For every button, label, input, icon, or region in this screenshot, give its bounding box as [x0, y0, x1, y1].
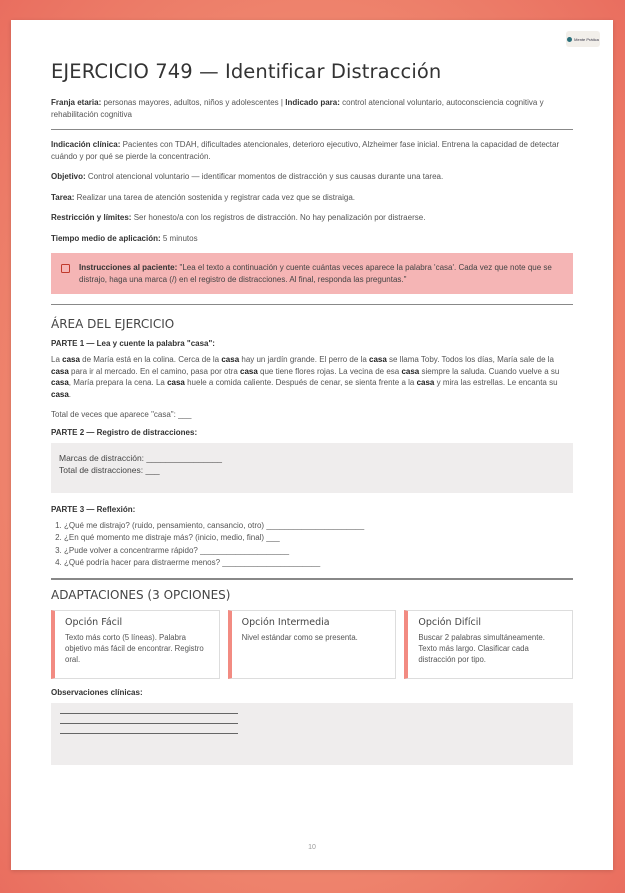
clinica-value: Pacientes con TDAH, dificultades atencionales, deterioro ejecutivo, Alzheimer fase inicial. Entrena la capacidad de detectar cuándo y por qué se pierde la concentración.: [51, 140, 560, 161]
logo-mark-icon: [567, 37, 572, 42]
section-title-area: ÁREA DEL EJERCICIO: [51, 317, 175, 331]
target-word: casa: [369, 355, 387, 364]
observations-title: Observaciones clínicas:: [51, 687, 143, 697]
target-word: casa: [167, 378, 185, 387]
writing-line: [60, 733, 238, 743]
reflection-question: 1. ¿Qué me distrajo? (ruido, pensamiento, cansancio, otro) ______________________: [64, 520, 573, 533]
writing-line: [60, 713, 238, 723]
section-title-adaptations: ADAPTACIONES (3 OPCIONES): [51, 587, 231, 602]
meta-tarea: [51, 192, 573, 204]
story-text: para ir al mercado. En el camino, pasa por otra: [68, 366, 240, 376]
instructions-text: "Lea el texto a continuación y cuente cuántas veces aparece la palabra 'casa'. Cada vez que note que se distrajo, haga una marca (/) en el registro de distracciones. Al final, responda las preguntas.": [79, 263, 552, 284]
instructions-label: Instrucciones al paciente:: [79, 263, 178, 272]
objetivo-label: Objetivo:: [51, 172, 86, 181]
adaptation-card-intermediate: [228, 610, 397, 679]
casa-total-line: Total de veces que aparece "casa": ___: [51, 410, 192, 419]
adaptation-card-difficult: [404, 610, 573, 679]
adaptation-card-easy: [51, 610, 220, 679]
distraction-total-line: Total de distracciones: ___: [59, 464, 160, 475]
page-content: [51, 58, 573, 765]
worksheet-page: [11, 20, 613, 870]
target-word: casa: [51, 378, 69, 387]
divider: [51, 304, 573, 305]
part2-title: PARTE 2 — Registro de distracciones:: [51, 427, 198, 437]
target-word: casa: [51, 389, 69, 399]
part1-title: PARTE 1 — Lea y cuente la palabra "casa":: [51, 339, 215, 348]
target-word: casa: [62, 355, 80, 364]
part3-title: PARTE 3 — Reflexión:: [51, 504, 136, 514]
franja-label: Franja etaria:: [51, 98, 102, 107]
tiempo-value: 5 minutos: [160, 233, 198, 243]
reflection-question: 4. ¿Qué podría hacer para distraerme menos? ______________________: [64, 557, 573, 570]
patient-instructions: [51, 253, 573, 294]
restriccion-label: Restricción y límites:: [51, 213, 132, 222]
adaptation-cards: [51, 610, 573, 679]
section-divider: [51, 578, 573, 580]
page-title: EJERCICIO 749 — Identificar Distracción: [51, 60, 442, 83]
story-text: hay un jardín grande. El perro de la: [239, 355, 369, 364]
card-description: Buscar 2 palabras simultáneamente. Texto más largo. Clasificar cada distracción por tipo.: [418, 632, 545, 664]
exercise-meta: [51, 97, 573, 244]
logo-text: Mente Prática: [574, 36, 599, 42]
tarea-value: Realizar una tarea de atención sostenida y registrar cada vez que se distraiga.: [74, 192, 356, 202]
reflection-questions: [51, 520, 573, 570]
story-text: .: [68, 389, 72, 399]
card-description: Nivel estándar como se presenta.: [241, 632, 358, 642]
meta-restriccion: [51, 212, 573, 224]
card-title: Opción Difícil: [418, 616, 482, 628]
story-text: se llama Toby. Todos los días, María sale de la: [386, 355, 554, 364]
divider: [51, 129, 573, 130]
story-text: siempre la saluda. Cuando vuelve a su: [419, 366, 560, 376]
card-description: Texto más corto (5 líneas). Palabra objetivo más fácil de encontrar. Registro oral.: [65, 632, 204, 664]
target-word: casa: [416, 378, 435, 387]
brand-logo: [566, 31, 600, 47]
observations-box[interactable]: [51, 703, 573, 765]
story-text: La: [51, 355, 63, 364]
card-title: Opción Intermedia: [241, 616, 330, 628]
note-icon: [61, 264, 70, 273]
objetivo-value: Control atencional voluntario — identificar momentos de distracción y sus causas durante una tarea.: [85, 172, 444, 181]
target-word: casa: [240, 366, 258, 376]
target-word: casa: [51, 366, 69, 376]
story-text: que tiene flores rojas. La vecina de esa: [257, 366, 402, 376]
tarea-label: Tarea:: [51, 192, 75, 202]
meta-tiempo: [51, 233, 573, 245]
distraction-marks-line: Marcas de distracción: ________________: [59, 452, 223, 463]
distraction-log-box[interactable]: [51, 443, 573, 493]
story-text: y mira las estrellas. Le encanta su: [434, 378, 558, 387]
story-text: de María está en la colina. Cerca de la: [79, 355, 222, 364]
indicado-label: Indicado para:: [285, 98, 340, 107]
meta-objetivo: [51, 171, 573, 183]
reflection-question: 2. ¿En qué momento me distraje más? (inicio, medio, final) ___: [64, 532, 573, 545]
story-text: , María prepara la cena. La: [68, 378, 168, 387]
writing-line: [60, 723, 238, 733]
page-number: 10: [308, 844, 316, 851]
reflection-question: 3. ¿Pude volver a concentrarme rápido? ____________________: [64, 545, 573, 558]
meta-franja: [51, 97, 573, 120]
target-word: casa: [221, 355, 240, 364]
target-word: casa: [401, 366, 420, 376]
franja-value: personas mayores, adultos, niños y adolescentes |: [101, 98, 286, 107]
clinica-label: Indicación clínica:: [51, 140, 121, 149]
card-title: Opción Fácil: [65, 616, 123, 628]
story-text: huele a comida caliente. Después de cenar, se sienta frente a la: [184, 378, 417, 387]
restriccion-value: Ser honesto/a con los registros de distracción. No hay penalización por distraerse.: [131, 213, 426, 222]
reading-text: [51, 354, 573, 400]
tiempo-label: Tiempo medio de aplicación:: [51, 233, 161, 243]
indicado-value: control atencional voluntario, autoconsciencia cognitiva y rehabilitación cognitiva: [51, 98, 544, 119]
meta-clinica: [51, 139, 573, 162]
